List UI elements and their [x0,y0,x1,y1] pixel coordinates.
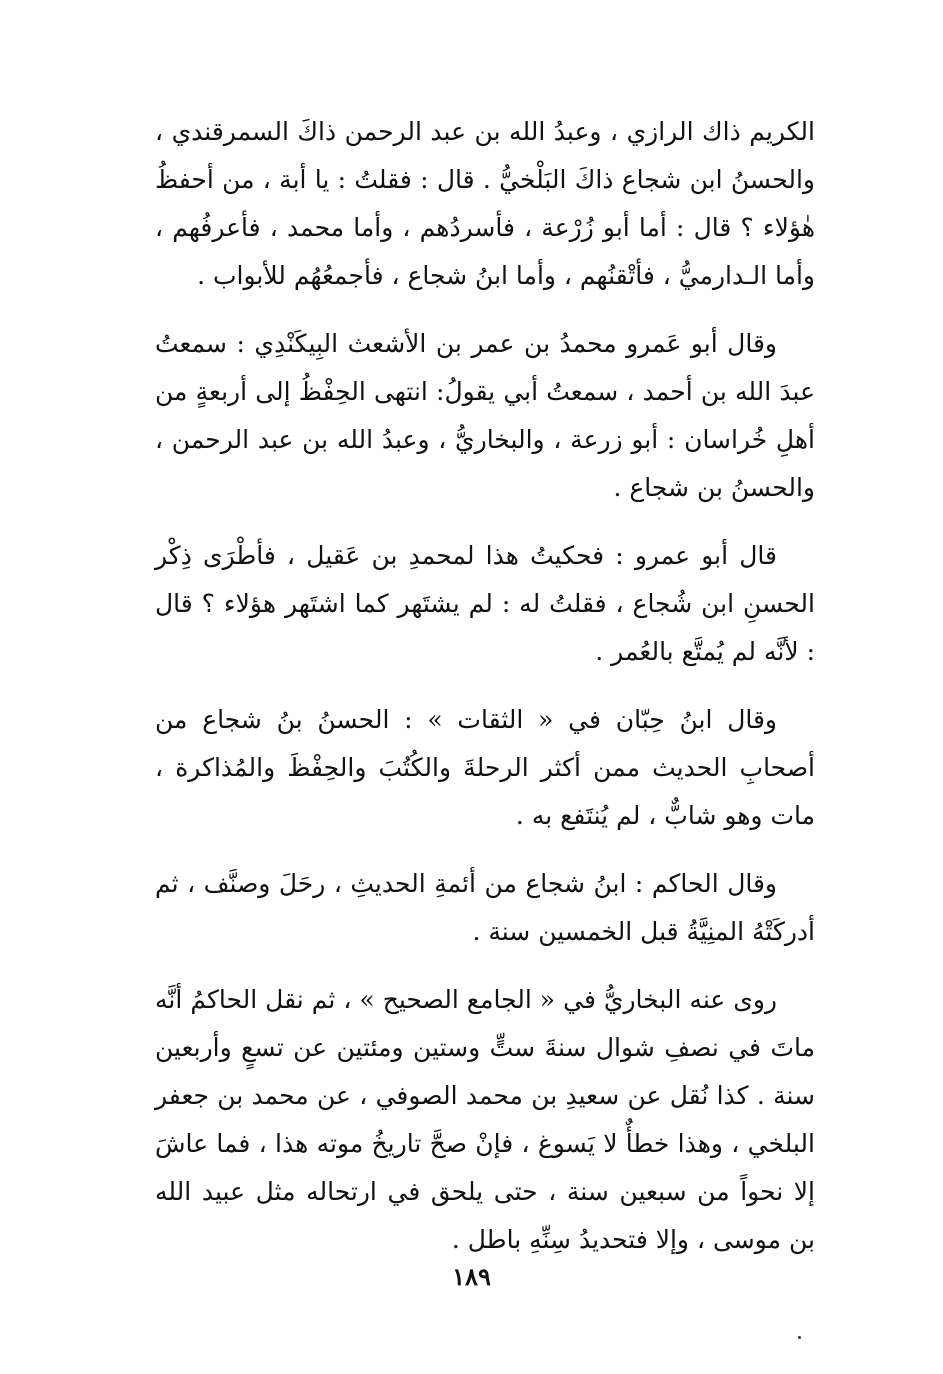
page-number: ١٨٩ [452,1262,491,1291]
paragraph-1: الكريم ذاك الرازي ، وعبدُ الله بن عبد الرحمن ذاكَ السمرقندي ، والحسنُ ابن شجاع ذاكَ البَلْخيُّ . قال : فقلتُ : يا أبة ، من أحفظُ هٰؤلاء ؟ قال : أما أبو زُرْعة ، فأسردُهم ، وأما محمد ، فأعرفُهم ، وأما الـدارميُّ ، فأتْقنُهم ، وأما ابنُ شجاع ، فأجمعُهُم للأبواب . [155,117,815,290]
body-text [155,108,815,1284]
paragraph-3: قال أبو عمرو : فحكيتُ هذا لمحمدِ بن عَقيل ، فأطْرَى ذِكْر الحسنِ ابن شُجاع ، فقلتُ له : لم يشتَهر كما اشتَهر هؤلاء ؟ قال : لأنَّه لم يُمتَّع بالعُمر . [155,541,815,666]
paragraph-5: وقال الحاكم : ابنُ شجاع من أئمةِ الحديثِ ، رحَلَ وصنَّف ، ثم أدركَتْهُ المنِيَّةُ قبل الخمسين سنة . [155,869,815,946]
paragraph-4: وقال ابنُ حِبّان في « الثقات » : الحسنُ بنُ شجاع من أصحابِ الحديث ممن أكثر الرحلةَ والكُتُبَ والحِفْظَ والمُذاكرة ، مات وهو شابٌّ ، لم يُنتَفع به . [155,705,815,830]
paragraph-2: وقال أبو عَمرو محمدُ بن عمر بن الأشعث البِيكَنْدِي : سمعتُ عبدَ الله بن أحمد ، سمعتُ أبي يقولُ: انتهى الحِفْظُ إلى أربعةٍ من أهلِ خُراسان : أبو زرعة ، والبخاريُّ ، وعبدُ الله بن عبد الرحمن ، والحسنُ بن شجاع . [155,329,815,502]
paragraph-6: روى عنه البخاريُّ في « الجامع الصحيح » ، ثم نقل الحاكمُ أنَّه ماتَ في نصفِ شوال سنةَ ستٍّ وستين ومئتين عن تسعٍ وأربعين سنة . كذا نُقل عن سعيدِ بن محمد الصوفي ، عن محمد بن جعفر البلخي ، وهذا خطأٌ لا يَسوغ ، فإنْ صحَّ تاريخُ موته هذا ، فما عاشَ إلا نحواً من سبعين سنة ، حتى يلحق في ارتحاله مثل عبيد الله بن موسى ، وإلا فتحديدُ سِنِّهِ باطل . [155,985,815,1254]
scan-speck [798,1336,801,1339]
